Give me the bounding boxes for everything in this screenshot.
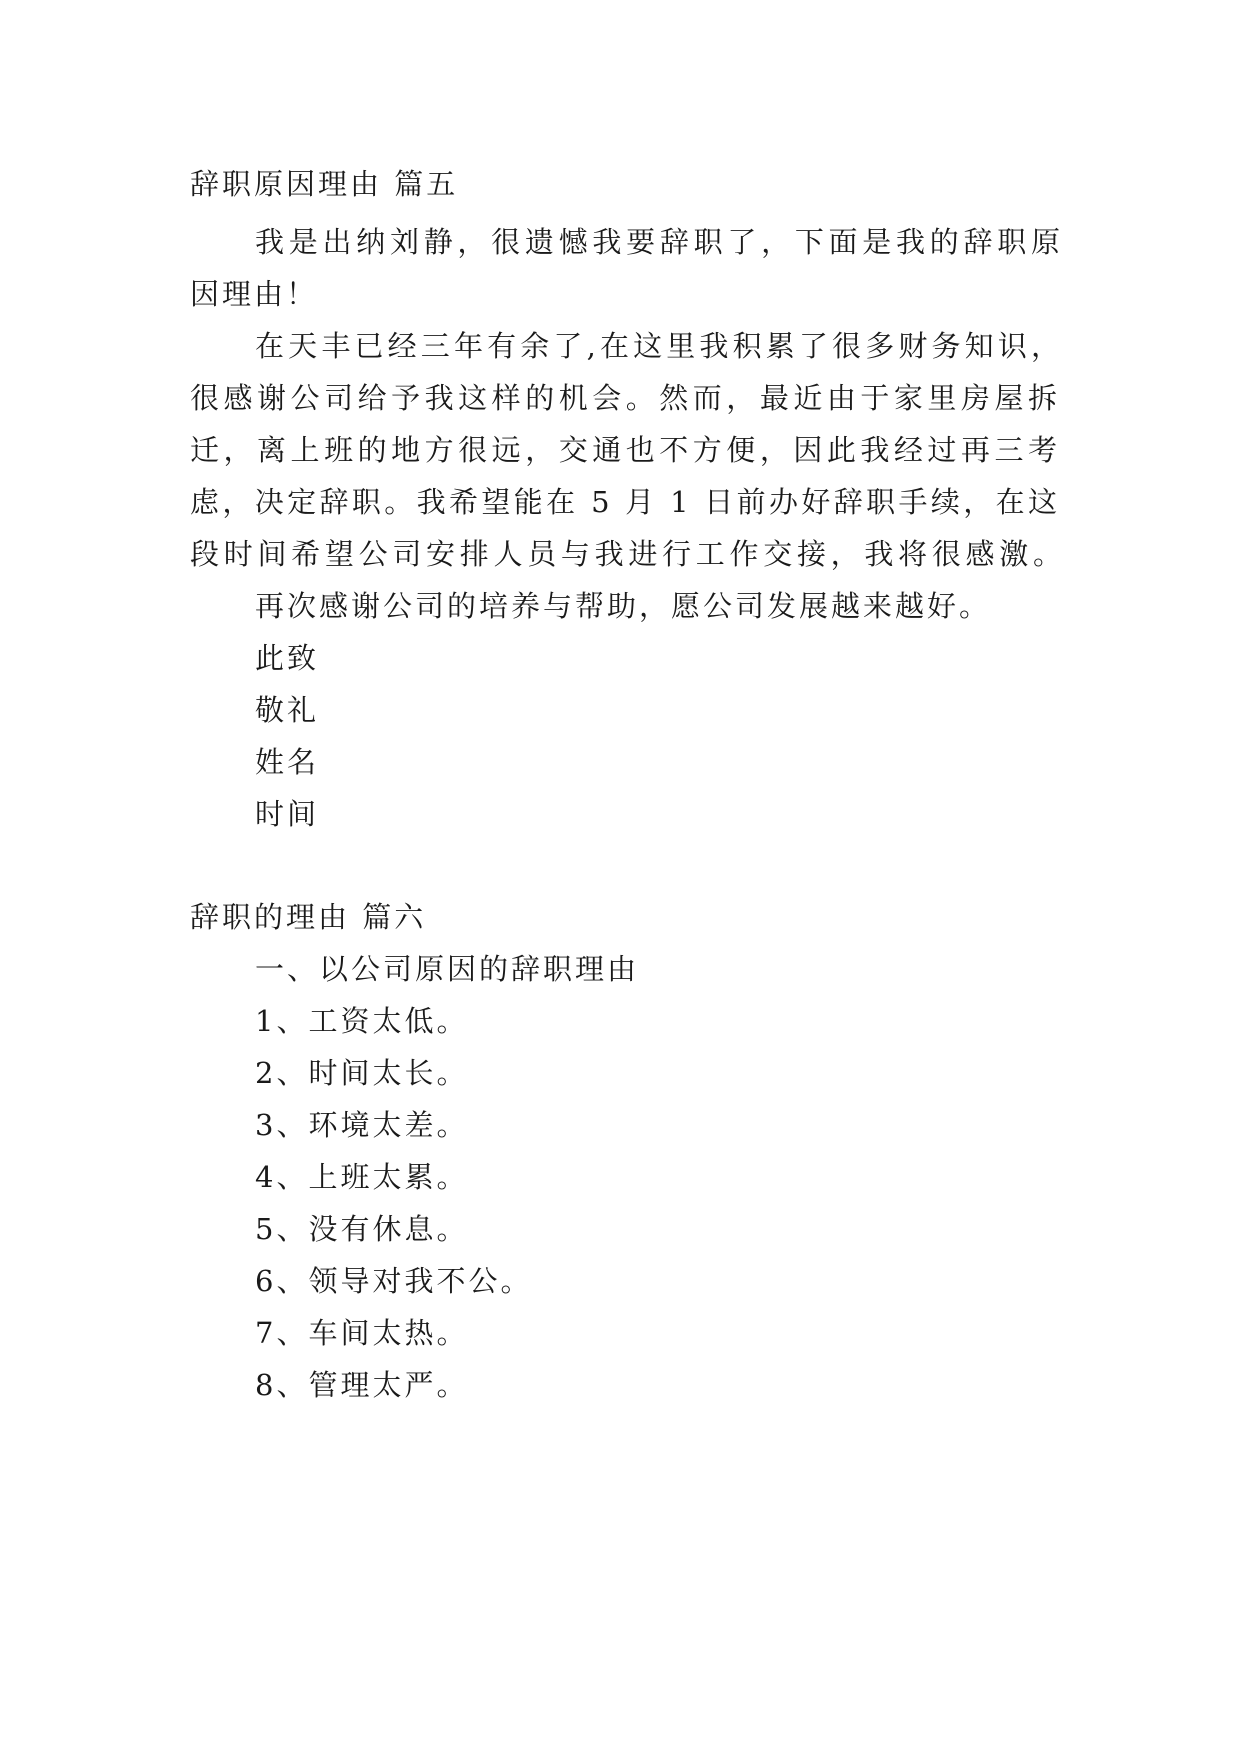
list-item: 7、车间太热。 bbox=[255, 1316, 469, 1350]
closing-line: 时间 bbox=[255, 797, 320, 831]
paragraph-line: 虑，决定辞职。我希望能在 5 月 1 日前办好辞职手续，在这 bbox=[190, 485, 1060, 519]
paragraph-line: 段时间希望公司安排人员与我进行工作交接，我将很感激。 bbox=[190, 537, 1065, 571]
list-item: 5、没有休息。 bbox=[255, 1212, 469, 1246]
paragraph-line: 我是出纳刘静，很遗憾我要辞职了，下面是我的辞职原 bbox=[255, 225, 1063, 259]
paragraph-line: 迁，离上班的地方很远，交通也不方便，因此我经过再三考 bbox=[190, 433, 1060, 467]
list-item: 3、环境太差。 bbox=[255, 1108, 469, 1142]
paragraph-line: 因理由！ bbox=[190, 277, 319, 311]
paragraph-line: 再次感谢公司的培养与帮助，愿公司发展越来越好。 bbox=[255, 589, 992, 623]
paragraph-line: 在天丰已经三年有余了,在这里我积累了很多财务知识， bbox=[255, 329, 1063, 363]
subheading: 一、以公司原因的辞职理由 bbox=[255, 952, 640, 986]
list-item: 4、上班太累。 bbox=[255, 1160, 469, 1194]
closing-line: 敬礼 bbox=[255, 693, 320, 727]
section-heading: 辞职原因理由 篇五 bbox=[190, 167, 459, 201]
list-item: 2、时间太长。 bbox=[255, 1056, 469, 1090]
list-item: 1、工资太低。 bbox=[255, 1004, 469, 1038]
section-heading: 辞职的理由 篇六 bbox=[190, 900, 427, 934]
paragraph-line: 很感谢公司给予我这样的机会。然而，最近由于家里房屋拆 bbox=[190, 381, 1060, 415]
closing-line: 此致 bbox=[255, 641, 320, 675]
list-item: 8、管理太严。 bbox=[255, 1368, 469, 1402]
closing-line: 姓名 bbox=[255, 745, 320, 779]
list-item: 6、领导对我不公。 bbox=[255, 1264, 533, 1298]
